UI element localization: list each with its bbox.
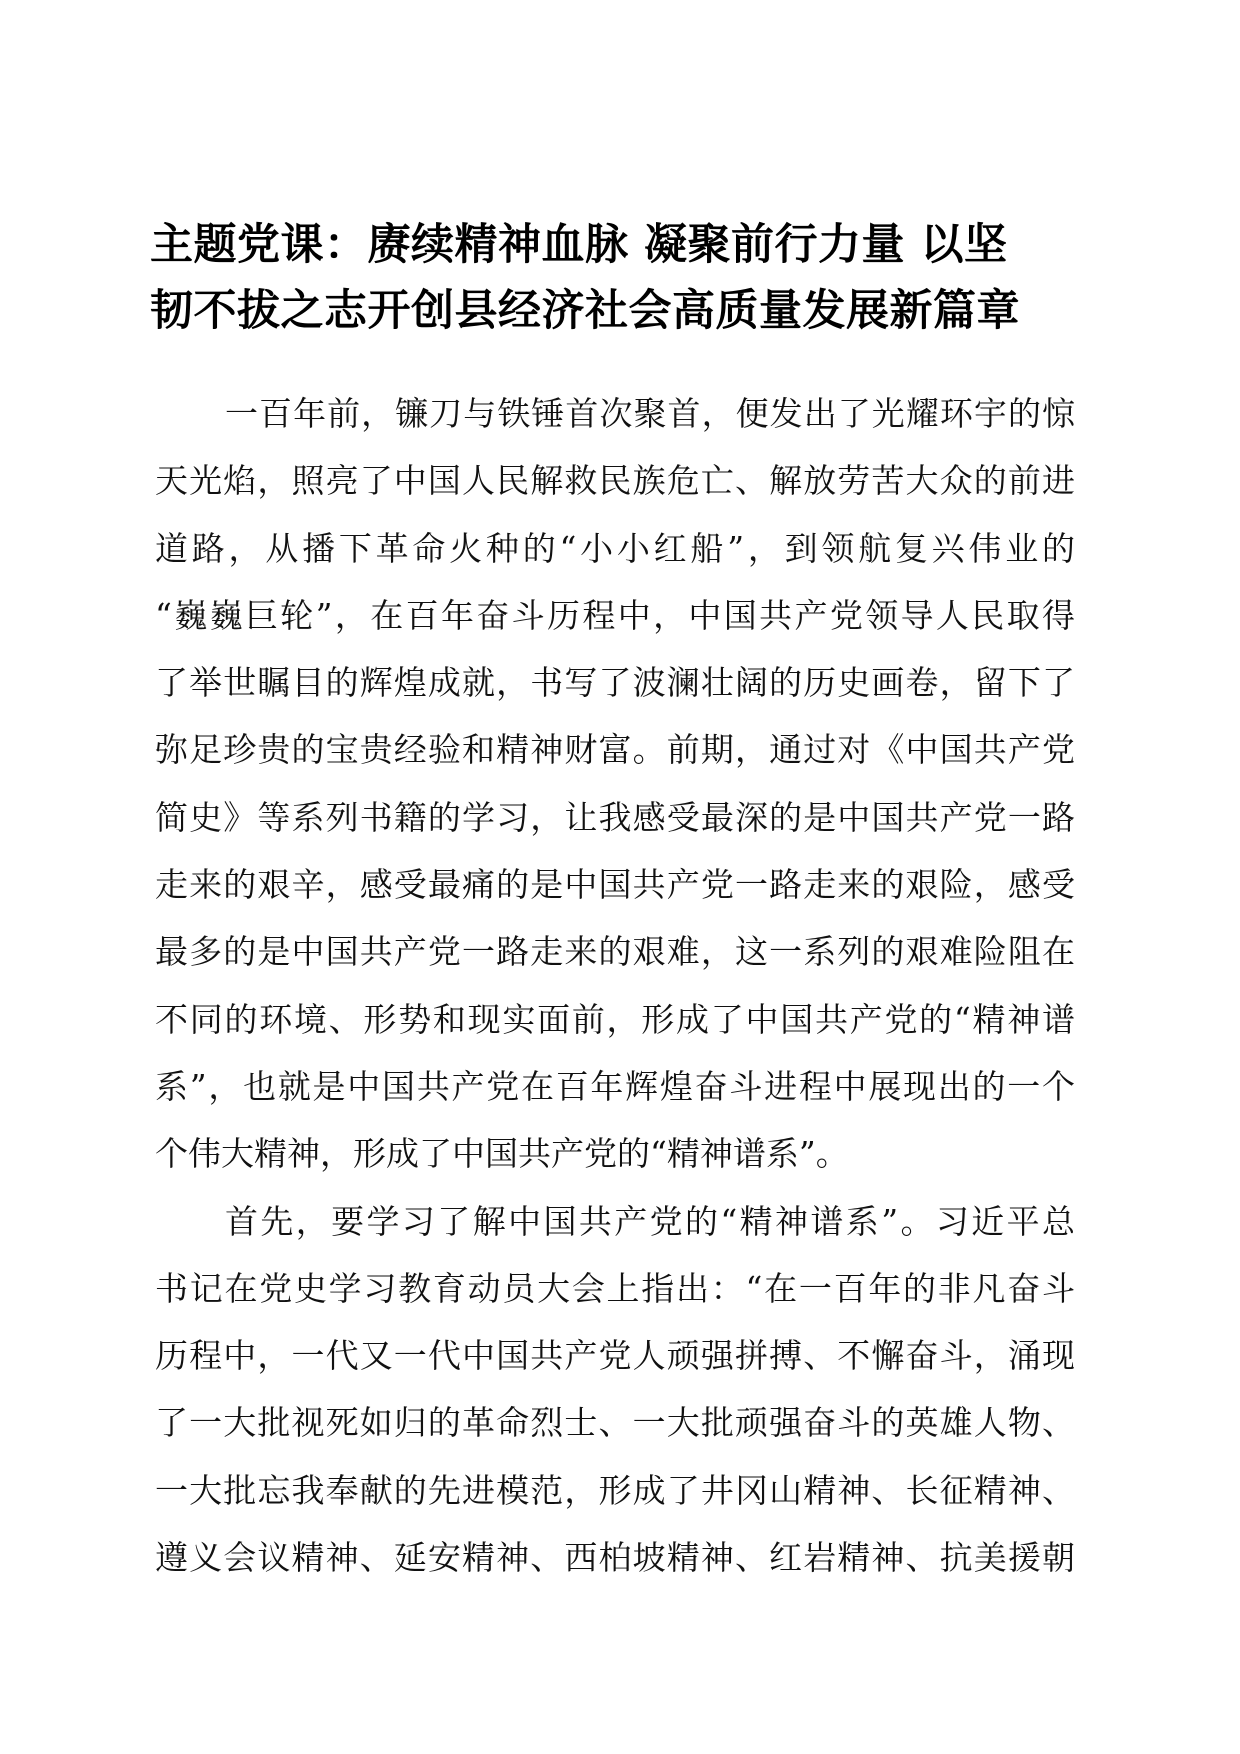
text-line: 遵义会议精神、延安精神、西柏坡精神、红岩精神、抗美援朝 [155, 1538, 1075, 1578]
document-title [150, 212, 1080, 344]
text-line: 系”，也就是中国共产党在百年辉煌奋斗进程中展现出的一个 [155, 1066, 1075, 1106]
text-line: 首先，要学习了解中国共产党的“精神谱系”。习近平总 [225, 1201, 1075, 1241]
text-line: 一大批忘我奉献的先进模范，形成了井冈山精神、长征精神、 [155, 1470, 1075, 1510]
title-line: 韧不拔之志开创县经济社会高质量发展新篇章 [150, 286, 1020, 336]
text-line: 书记在党史学习教育动员大会上指出：“在一百年的非凡奋斗 [155, 1268, 1075, 1308]
title-line: 主题党课：赓续精神血脉 凝聚前行力量 以坚 [150, 220, 1008, 270]
text-line: “巍巍巨轮”，在百年奋斗历程中，中国共产党领导人民取得 [155, 595, 1075, 635]
text-line: 走来的艰辛，感受最痛的是中国共产党一路走来的艰险，感受 [155, 865, 1075, 905]
text-line: 简史》等系列书籍的学习，让我感受最深的是中国共产党一路 [155, 797, 1075, 837]
text-line: 历程中，一代又一代中国共产党人顽强拼搏、不懈奋斗，涌现 [155, 1336, 1075, 1376]
paragraph-2 [155, 1188, 1075, 1592]
text-line: 天光焰，照亮了中国人民解救民族危亡、解放劳苦大众的前进 [155, 461, 1075, 501]
text-line: 最多的是中国共产党一路走来的艰难，这一系列的艰难险阻在 [155, 932, 1075, 972]
text-line: 了举世瞩目的辉煌成就，书写了波澜壮阔的历史画卷，留下了 [155, 663, 1075, 703]
text-line: 道路，从播下革命火种的“小小红船”，到领航复兴伟业的 [155, 528, 1075, 568]
text-line: 不同的环境、形势和现实面前，形成了中国共产党的“精神谱 [155, 999, 1075, 1039]
text-line: 了一大批视死如归的革命烈士、一大批顽强奋斗的英雄人物、 [155, 1403, 1075, 1443]
paragraph-1 [155, 380, 1075, 1188]
document-body [155, 380, 1075, 1591]
text-line: 一百年前，镰刀与铁锤首次聚首，便发出了光耀环宇的惊 [225, 394, 1075, 433]
text-line: 个伟大精神，形成了中国共产党的“精神谱系”。 [155, 1134, 849, 1174]
text-line: 弥足珍贵的宝贵经验和精神财富。前期，通过对《中国共产党 [155, 730, 1075, 770]
